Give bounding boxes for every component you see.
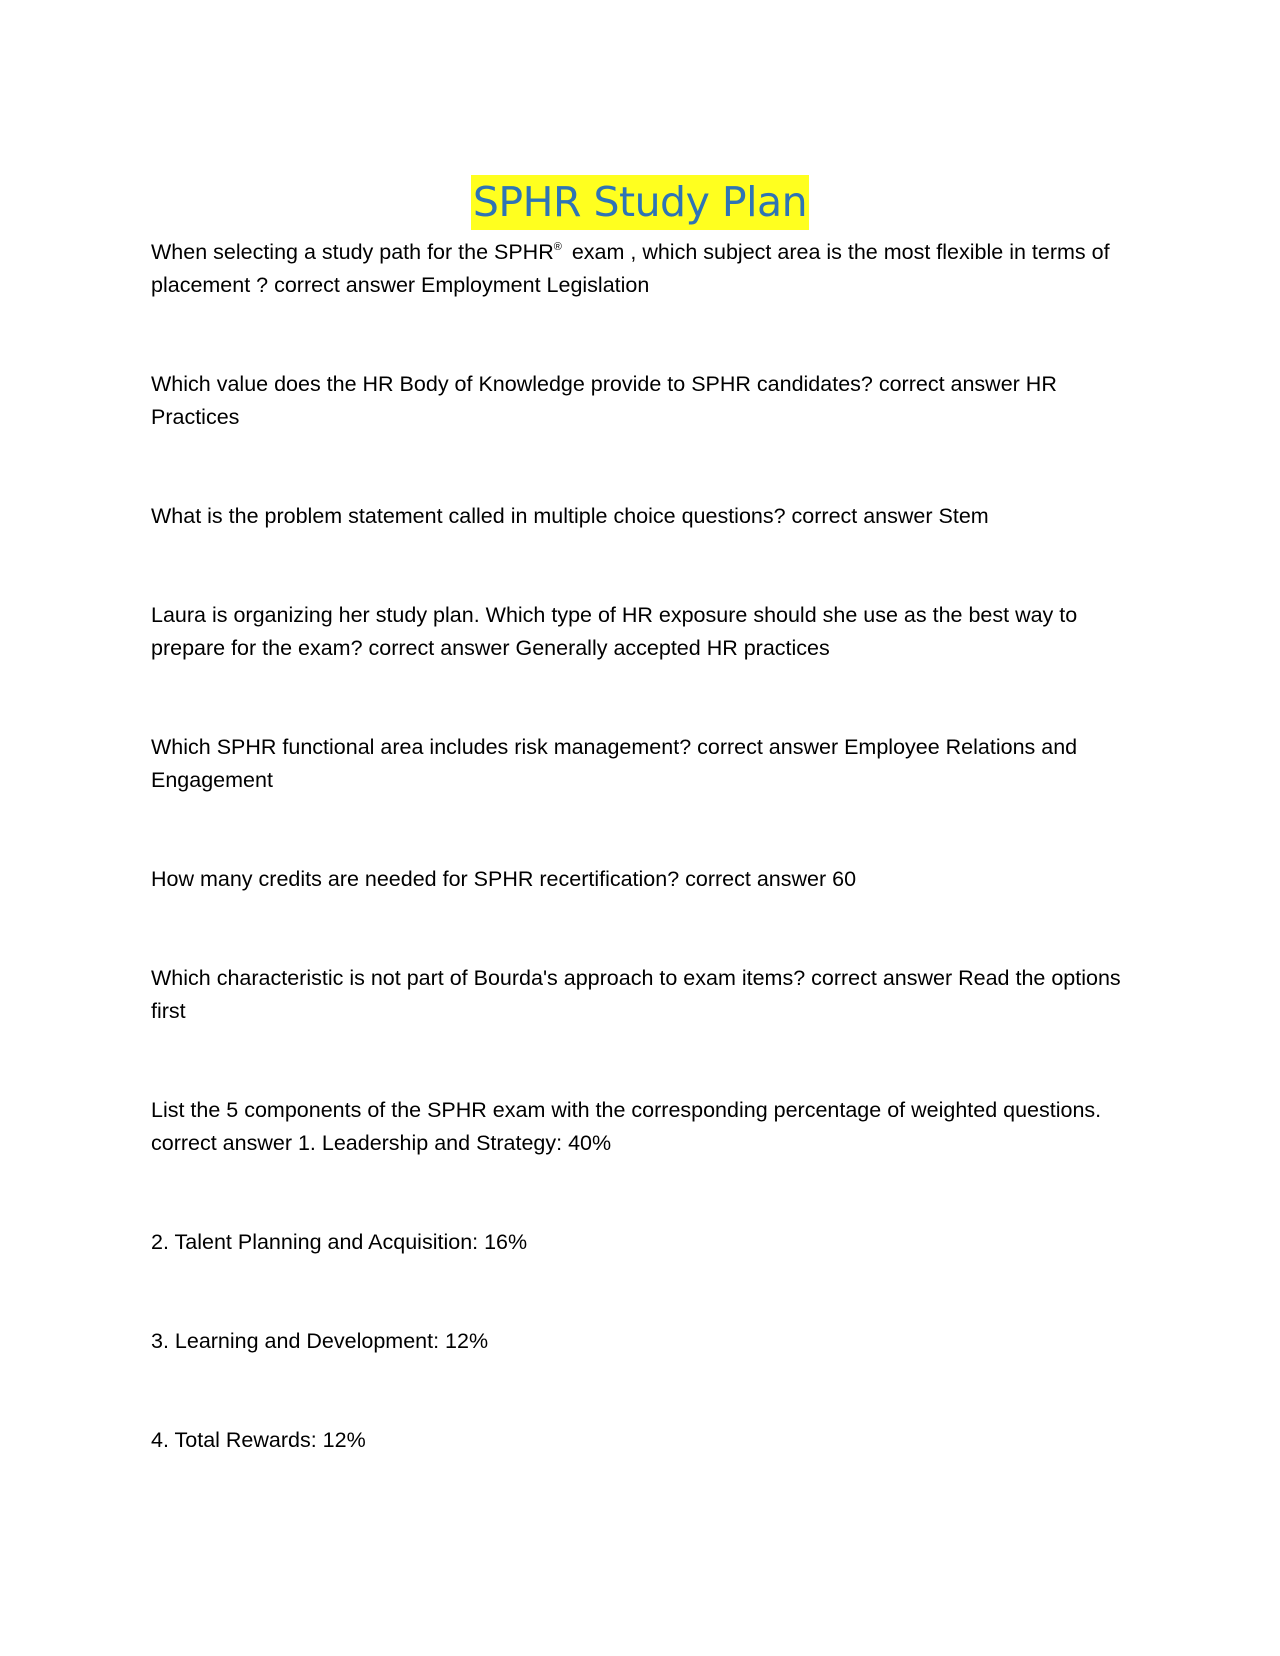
paragraph-3: What is the problem statement called in multiple choice questions? correct answer Stem [151,504,989,528]
paragraph-7: Which characteristic is not part of Bourda's approach to exam items? correct answer Read the options first [151,966,1121,1023]
title-container [0,175,1280,230]
paragraph-10: 3. Learning and Development: 12% [151,1329,489,1353]
paragraph-8: List the 5 components of the SPHR exam with the corresponding percentage of weighted questions. correct answer 1. Leadership and Strategy: 40% [151,1098,1102,1155]
paragraph-1-text-end: exam , which subject area is the most flexible in terms of placement ? correct answer Employment Legislation [151,240,1110,297]
paragraph-6: How many credits are needed for SPHR recertification? correct answer 60 [151,867,857,891]
document-body [151,236,1141,1457]
document-title: SPHR Study Plan [471,175,809,230]
registered-trademark-mark: ® [553,241,562,253]
paragraph-1-text-start: When selecting a study path for the SPHR [151,240,554,264]
paragraph-11: 4. Total Rewards: 12% [151,1428,366,1452]
paragraph-1 [151,236,1141,302]
paragraph-2: Which value does the HR Body of Knowledge provide to SPHR candidates? correct answer HR Practices [151,372,1057,429]
paragraph-9: 2. Talent Planning and Acquisition: 16% [151,1230,528,1254]
paragraph-4: Laura is organizing her study plan. Which type of HR exposure should she use as the best way to prepare for the exam? correct answer Generally accepted HR practices [151,603,1078,660]
paragraph-5: Which SPHR functional area includes risk management? correct answer Employee Relations and Engagement [151,735,1078,792]
